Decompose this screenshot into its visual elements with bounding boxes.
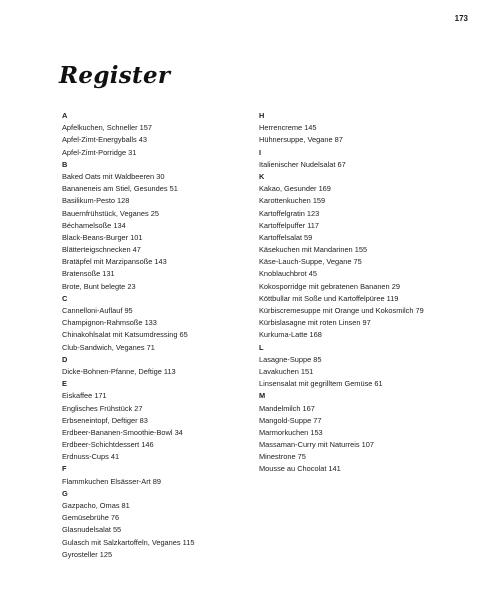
index-entry: Apfelkuchen, Schneller 157 [62,123,152,133]
index-entry: Käse-Lauch-Suppe, Vegane 75 [259,257,362,267]
index-entry: Käsekuchen mit Mandarinen 155 [259,245,368,255]
index-entry: Erdbeer-Schichtdessert 146 [62,440,154,450]
index-entry: Apfel-Zimt-Energyballs 43 [62,135,148,145]
index-letter-heading: E [62,379,67,389]
index-entry: Kartoffelsalat 59 [259,232,313,242]
index-entry: Englisches Frühstück 27 [62,403,143,413]
index-entry: Erdnuss-Cups 41 [62,452,120,462]
index-letter-heading: H [259,111,265,120]
index-entry: Erdbeer-Bananen-Smoothie-Bowl 34 [62,427,183,437]
index-entry: Köttbullar mit Soße und Kartoffelpüree 119 [259,293,399,303]
index-entry: Kartoffelgratin 123 [259,208,320,218]
index-entry: Black-Beans-Burger 101 [62,232,143,242]
index-entry: Bratensoße 131 [62,269,115,279]
index-entry: Gyrosteller 125 [62,549,113,559]
index-column-right [259,110,454,476]
index-entry: Mousse au Chocolat 141 [259,464,341,474]
index-letter-heading: A [62,111,68,120]
index-letter-heading: F [62,464,67,474]
index-entry: Italienischer Nudelsalat 67 [259,159,346,169]
index-entry: Kartoffelpuffer 117 [259,220,319,230]
index-entry: Dicke-Bohnen-Pfanne, Deftige 113 [62,366,176,376]
index-entry: Kurkuma-Latte 168 [259,330,322,340]
index-letter-heading: G [62,488,68,498]
index-entry: Flammkuchen Elsässer-Art 89 [62,476,161,486]
index-entry: Apfel-Zimt-Porridge 31 [62,147,137,157]
index-entry: Marmorkuchen 153 [259,427,323,437]
index-entry: Glasnudelsalat 55 [62,525,122,535]
index-entry: Herrencreme 145 [259,123,317,133]
index-entry: Blätterteigschnecken 47 [62,245,141,255]
index-entry: Bratäpfel mit Marzipansoße 143 [62,257,167,267]
index-entry: Béchamelsoße 134 [62,220,126,230]
index-entry: Massaman-Curry mit Naturreis 107 [259,440,374,450]
index-entry: Lasagne-Suppe 85 [259,354,322,364]
index-letter-heading: D [62,354,68,364]
index-letter-heading: L [259,342,264,352]
index-entry: Hühnersuppe, Vegane 87 [259,135,343,145]
index-entry: Kakao, Gesunder 169 [259,184,331,194]
index-letter-heading: I [259,147,262,157]
index-entry: Bauernfrühstück, Veganes 25 [62,208,159,218]
index-entry: Gulasch mit Salzkartoffeln, Veganes 115 [62,537,195,547]
index-entry: Mangold-Suppe 77 [259,415,322,425]
index-entry: Eiskaffee 171 [62,391,107,401]
index-entry: Cannelloni-Auflauf 95 [62,306,133,315]
index-column-left [62,110,257,561]
index-entry: Linsensalat mit gegrilltem Gemüse 61 [259,379,383,389]
index-letter-heading: K [259,171,265,181]
index-entry: Club-Sandwich, Veganes 71 [62,342,155,352]
index-entry: Kürbiscremesuppe mit Orange und Kokosmilch 79 [259,306,424,315]
index-entry: Chinakohlsalat mit Katsumdressing 65 [62,330,188,340]
index-entry: Kokosporridge mit gebratenen Bananen 29 [259,281,400,291]
index-entry: Basilikum-Pesto 128 [62,196,130,206]
index-letter-heading: B [62,159,68,169]
index-entry: Mandelmilch 167 [259,403,315,413]
index-entry: Kürbislasagne mit roten Linsen 97 [259,318,371,328]
index-letter-heading: C [62,293,68,303]
index-entry: Knoblauchbrot 45 [259,269,317,279]
index-letter-heading: M [259,391,266,401]
index-entry: Minestrone 75 [259,452,306,462]
page-title: Register [59,62,171,89]
index-entry: Karottenkuchen 159 [259,196,326,206]
index-entry: Bananeneis am Stiel, Gesundes 51 [62,184,178,194]
index-entry: Brote, Bunt belegte 23 [62,281,136,291]
index-entry: Lavakuchen 151 [259,366,314,376]
page-number: 173 [454,14,468,23]
index-entry: Gemüsebrühe 76 [62,513,120,523]
index-entry: Champignon-Rahmsoße 133 [62,318,157,328]
index-entry: Baked Oats mit Waldbeeren 30 [62,171,165,181]
index-entry: Erbseneintopf, Deftiger 83 [62,415,148,425]
index-entry: Gazpacho, Omas 81 [62,501,130,510]
